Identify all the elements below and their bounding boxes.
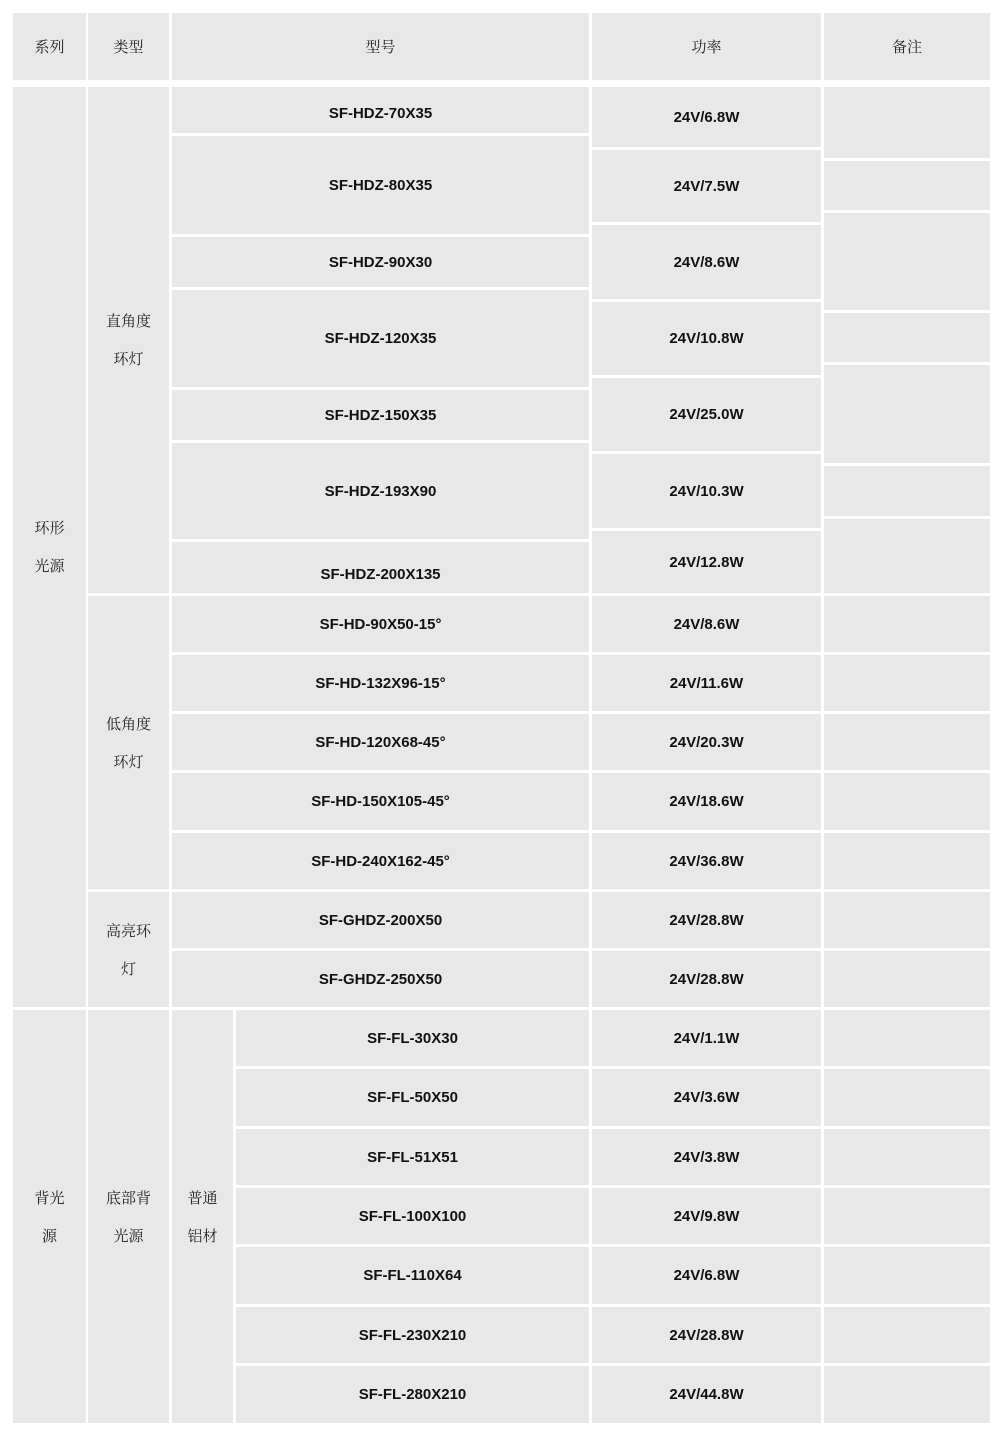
remark-cell bbox=[824, 833, 990, 889]
remark-cell bbox=[824, 951, 990, 1007]
series-label-line: 光源 bbox=[34, 557, 65, 575]
power-cell: 24V/10.8W bbox=[592, 302, 821, 375]
power-cell: 24V/11.6W bbox=[592, 655, 821, 711]
remark-cell bbox=[824, 87, 990, 158]
power-cell: 24V/28.8W bbox=[592, 951, 821, 1007]
remark-cell bbox=[824, 1129, 990, 1185]
model-cell: SF-HDZ-80X35 bbox=[172, 136, 589, 234]
material-cell-aluminum bbox=[172, 1010, 233, 1423]
model-cell: SF-HD-240X162-45° bbox=[172, 833, 589, 889]
model-cell: SF-FL-230X210 bbox=[236, 1307, 589, 1363]
power-cell: 24V/8.6W bbox=[592, 225, 821, 299]
power-cell: 24V/1.1W bbox=[592, 1010, 821, 1066]
remark-cell bbox=[824, 1247, 990, 1304]
model-cell: SF-HD-90X50-15° bbox=[172, 596, 589, 652]
model-cell: SF-GHDZ-200X50 bbox=[172, 892, 589, 948]
remark-cell bbox=[824, 161, 990, 210]
header-power: 功率 bbox=[592, 13, 821, 80]
type-cell-right-angle-ring bbox=[88, 87, 169, 593]
model-cell: SF-HDZ-193X90 bbox=[172, 443, 589, 539]
model-cell: SF-FL-110X64 bbox=[236, 1247, 589, 1304]
remark-cell bbox=[824, 365, 990, 463]
power-cell: 24V/18.6W bbox=[592, 773, 821, 830]
header-type: 类型 bbox=[88, 13, 169, 80]
model-cell: SF-HD-120X68-45° bbox=[172, 714, 589, 770]
remark-cell bbox=[824, 1307, 990, 1363]
remark-cell bbox=[824, 213, 990, 310]
remark-cell bbox=[824, 1366, 990, 1423]
type-label-line: 低角度 bbox=[105, 714, 151, 733]
series-label-line: 源 bbox=[41, 1226, 57, 1245]
model-cell: SF-HDZ-200X135 bbox=[172, 542, 589, 593]
series-label-line: 环形 bbox=[34, 519, 65, 537]
type-cell-high-bright-ring bbox=[88, 892, 169, 1007]
remark-cell bbox=[824, 1188, 990, 1244]
model-cell: SF-FL-30X30 bbox=[236, 1010, 589, 1066]
type-label-line: 环灯 bbox=[113, 350, 144, 368]
model-cell: SF-FL-280X210 bbox=[236, 1366, 589, 1423]
power-cell: 24V/3.6W bbox=[592, 1069, 821, 1126]
model-cell: SF-HDZ-120X35 bbox=[172, 290, 589, 387]
power-cell: 24V/6.8W bbox=[592, 1247, 821, 1304]
power-cell: 24V/7.5W bbox=[592, 150, 821, 222]
series-label-line: 背光 bbox=[34, 1188, 65, 1207]
series-cell-backlight bbox=[13, 1010, 86, 1423]
model-cell: SF-HDZ-90X30 bbox=[172, 237, 589, 287]
model-cell: SF-HD-132X96-15° bbox=[172, 655, 589, 711]
series-cell-ring-light bbox=[13, 87, 86, 1007]
remark-cell bbox=[824, 714, 990, 770]
power-cell: 24V/10.3W bbox=[592, 454, 821, 528]
material-label-line: 铝材 bbox=[187, 1226, 218, 1245]
model-cell: SF-FL-100X100 bbox=[236, 1188, 589, 1244]
power-cell: 24V/20.3W bbox=[592, 714, 821, 770]
model-cell: SF-GHDZ-250X50 bbox=[172, 951, 589, 1007]
power-cell: 24V/28.8W bbox=[592, 1307, 821, 1363]
material-label-line: 普通 bbox=[187, 1188, 218, 1207]
power-cell: 24V/28.8W bbox=[592, 892, 821, 948]
remark-cell bbox=[824, 892, 990, 948]
power-cell: 24V/9.8W bbox=[592, 1188, 821, 1244]
header-remark: 备注 bbox=[824, 13, 990, 80]
type-label-line: 直角度 bbox=[105, 312, 151, 330]
remark-cell bbox=[824, 596, 990, 652]
header-model: 型号 bbox=[172, 13, 589, 80]
type-label-line: 底部背 bbox=[105, 1188, 151, 1207]
model-cell: SF-HDZ-150X35 bbox=[172, 390, 589, 440]
power-cell: 24V/6.8W bbox=[592, 87, 821, 147]
model-cell: SF-HDZ-70X35 bbox=[172, 87, 589, 133]
power-cell: 24V/25.0W bbox=[592, 378, 821, 451]
remark-cell bbox=[824, 519, 990, 593]
remark-cell bbox=[824, 655, 990, 711]
type-label-line: 灯 bbox=[120, 959, 136, 978]
remark-cell bbox=[824, 466, 990, 516]
type-label-line: 高亮环 bbox=[105, 921, 151, 940]
power-cell: 24V/44.8W bbox=[592, 1366, 821, 1423]
model-cell: SF-FL-50X50 bbox=[236, 1069, 589, 1126]
remark-cell bbox=[824, 1069, 990, 1126]
remark-cell bbox=[824, 773, 990, 830]
type-cell-bottom-backlight bbox=[88, 1010, 169, 1423]
type-label-line: 光源 bbox=[113, 1226, 144, 1245]
remark-cell bbox=[824, 313, 990, 362]
model-cell: SF-FL-51X51 bbox=[236, 1129, 589, 1185]
power-cell: 24V/8.6W bbox=[592, 596, 821, 652]
type-cell-low-angle-ring bbox=[88, 596, 169, 889]
power-cell: 24V/3.8W bbox=[592, 1129, 821, 1185]
remark-cell bbox=[824, 1010, 990, 1066]
model-cell: SF-HD-150X105-45° bbox=[172, 773, 589, 830]
power-cell: 24V/12.8W bbox=[592, 531, 821, 593]
header-series: 系列 bbox=[13, 13, 86, 80]
power-cell: 24V/36.8W bbox=[592, 833, 821, 889]
type-label-line: 环灯 bbox=[113, 752, 144, 771]
